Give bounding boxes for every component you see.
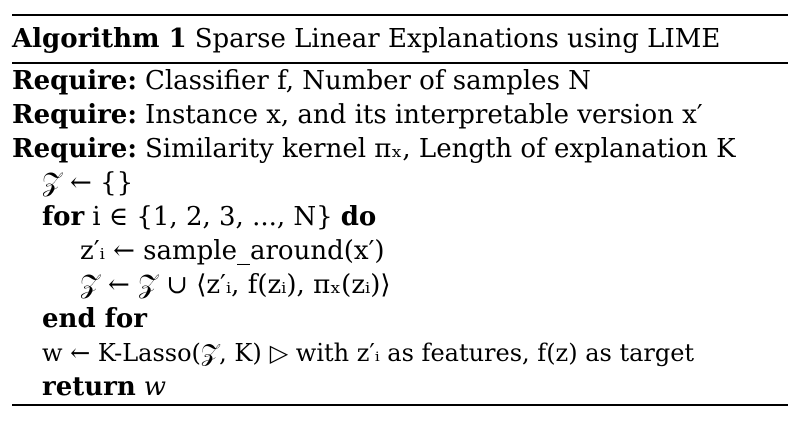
lasso-comment: ▷ with z′ᵢ as features, f(z) as target bbox=[269, 339, 695, 367]
init-line bbox=[42, 166, 133, 200]
require-keyword: Require: bbox=[12, 66, 137, 96]
lasso-line bbox=[42, 336, 694, 370]
union-line bbox=[80, 268, 391, 302]
algorithm-bottom-rule bbox=[12, 404, 788, 406]
require-text: Classifier f, Number of samples N bbox=[144, 66, 591, 96]
sample-line bbox=[80, 234, 385, 268]
lasso-statement: w ← K-Lasso(𝒵, K) bbox=[42, 339, 262, 367]
require-line-1 bbox=[12, 64, 591, 98]
for-condition: i ∈ {1, 2, 3, ..., N} bbox=[92, 202, 333, 232]
init-statement: 𝒵 ← {} bbox=[42, 168, 134, 198]
require-text: Instance x, and its interpretable version x′ bbox=[144, 100, 703, 130]
require-line-2 bbox=[12, 98, 703, 132]
union-statement: 𝒵 ← 𝒵 ∪ ⟨z′ᵢ, f(zᵢ), πₓ(zᵢ)⟩ bbox=[80, 270, 391, 300]
for-line bbox=[42, 200, 376, 234]
require-keyword: Require: bbox=[12, 100, 137, 130]
do-keyword: do bbox=[340, 202, 377, 232]
algorithm-top-rule bbox=[12, 14, 788, 16]
require-line-3 bbox=[12, 132, 736, 166]
for-keyword: for bbox=[42, 202, 85, 232]
algorithm-caption bbox=[12, 22, 720, 56]
require-keyword: Require: bbox=[12, 134, 137, 164]
end-for-keyword: end for bbox=[42, 304, 147, 334]
return-line bbox=[42, 370, 166, 404]
algorithm-title: Sparse Linear Explanations using LIME bbox=[194, 24, 721, 54]
sample-statement: z′ᵢ ← sample_around(x′) bbox=[80, 236, 385, 266]
return-value: w bbox=[143, 372, 167, 402]
require-text: Similarity kernel πₓ, Length of explanation K bbox=[144, 134, 736, 164]
end-for-line bbox=[42, 302, 147, 336]
return-keyword: return bbox=[42, 372, 136, 402]
algorithm-label: Algorithm 1 bbox=[12, 24, 187, 54]
